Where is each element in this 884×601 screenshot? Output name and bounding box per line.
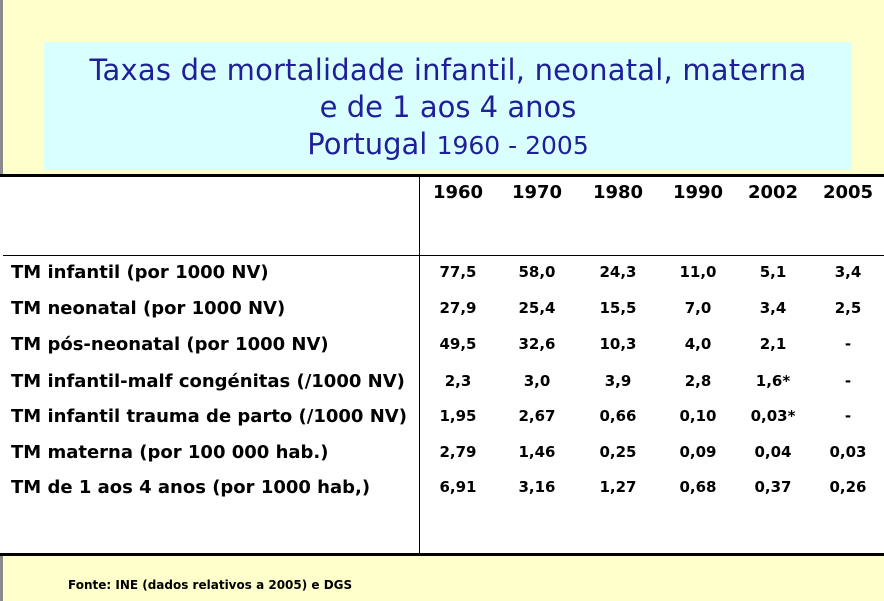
table-cell: 0,09 xyxy=(679,443,717,461)
table-cell: 3,9 xyxy=(604,372,632,390)
table-top-rule xyxy=(0,174,884,177)
table-cell: 2,67 xyxy=(518,407,556,425)
data-table xyxy=(0,174,884,556)
title-country: Portugal xyxy=(307,127,437,161)
table-cell: 3,0 xyxy=(523,372,551,390)
table-cell: 0,04 xyxy=(754,443,792,461)
table-cell: 15,5 xyxy=(599,299,637,317)
table-cell: 3,4 xyxy=(834,263,862,281)
column-header-year: 1980 xyxy=(592,182,644,203)
source-note: Fonte: INE (dados relativos a 2005) e DGS xyxy=(68,578,353,592)
row-label: TM infantil (por 1000 NV) xyxy=(11,262,269,283)
column-header-year: 1990 xyxy=(672,182,724,203)
row-label: TM pós-neonatal (por 1000 NV) xyxy=(11,334,329,355)
table-cell: 0,37 xyxy=(754,478,792,496)
table-cell: - xyxy=(844,372,852,390)
table-cell: 2,79 xyxy=(439,443,477,461)
table-cell: 4,0 xyxy=(684,335,712,353)
table-cell: 0,03* xyxy=(750,407,796,425)
table-cell: 24,3 xyxy=(599,263,637,281)
table-cell: 2,5 xyxy=(834,299,862,317)
column-header-year: 2002 xyxy=(747,182,799,203)
title-line-3 xyxy=(44,126,852,164)
table-cell: 49,5 xyxy=(439,335,477,353)
table-cell: 2,8 xyxy=(684,372,712,390)
table-cell: 11,0 xyxy=(679,263,717,281)
title-line-1: Taxas de mortalidade infantil, neonatal, materna xyxy=(89,53,807,87)
title-box xyxy=(44,42,852,170)
table-cell: 3,4 xyxy=(759,299,787,317)
label-column-rule xyxy=(419,177,420,553)
column-header-year: 2005 xyxy=(822,182,874,203)
table-cell: 0,10 xyxy=(679,407,717,425)
table-cell: 77,5 xyxy=(439,263,477,281)
table-cell: 0,25 xyxy=(599,443,637,461)
table-cell: 2,3 xyxy=(444,372,472,390)
table-cell: 1,27 xyxy=(599,478,637,496)
table-cell: 32,6 xyxy=(518,335,556,353)
table-cell: 2,1 xyxy=(759,335,787,353)
table-cell: 25,4 xyxy=(518,299,556,317)
row-label: TM materna (por 100 000 hab.) xyxy=(11,442,329,463)
row-label: TM de 1 aos 4 anos (por 1000 hab,) xyxy=(11,477,371,498)
table-cell: 3,16 xyxy=(518,478,556,496)
row-label: TM infantil trauma de parto (/1000 NV) xyxy=(11,406,407,427)
title-years: 1960 - 2005 xyxy=(436,131,589,160)
table-cell: 6,91 xyxy=(439,478,477,496)
row-label: TM neonatal (por 1000 NV) xyxy=(11,298,286,319)
title-line-2: e de 1 aos 4 anos xyxy=(319,90,577,124)
table-cell: 58,0 xyxy=(518,263,556,281)
table-cell: 0,68 xyxy=(679,478,717,496)
column-header-year: 1970 xyxy=(511,182,563,203)
table-cell: 10,3 xyxy=(599,335,637,353)
table-cell: 0,26 xyxy=(829,478,867,496)
table-cell: 0,03 xyxy=(829,443,867,461)
table-cell: 1,46 xyxy=(518,443,556,461)
row-label: TM infantil-malf congénitas (/1000 NV) xyxy=(11,371,405,392)
table-cell: 1,95 xyxy=(439,407,477,425)
table-cell: 7,0 xyxy=(684,299,712,317)
table-cell: - xyxy=(844,407,852,425)
table-cell: 1,6* xyxy=(755,372,791,390)
header-separator-rule xyxy=(3,255,884,256)
column-header-year: 1960 xyxy=(432,182,484,203)
table-cell: - xyxy=(844,335,852,353)
table-cell: 5,1 xyxy=(759,263,787,281)
table-bottom-rule xyxy=(0,553,884,556)
table-cell: 27,9 xyxy=(439,299,477,317)
table-cell: 0,66 xyxy=(599,407,637,425)
